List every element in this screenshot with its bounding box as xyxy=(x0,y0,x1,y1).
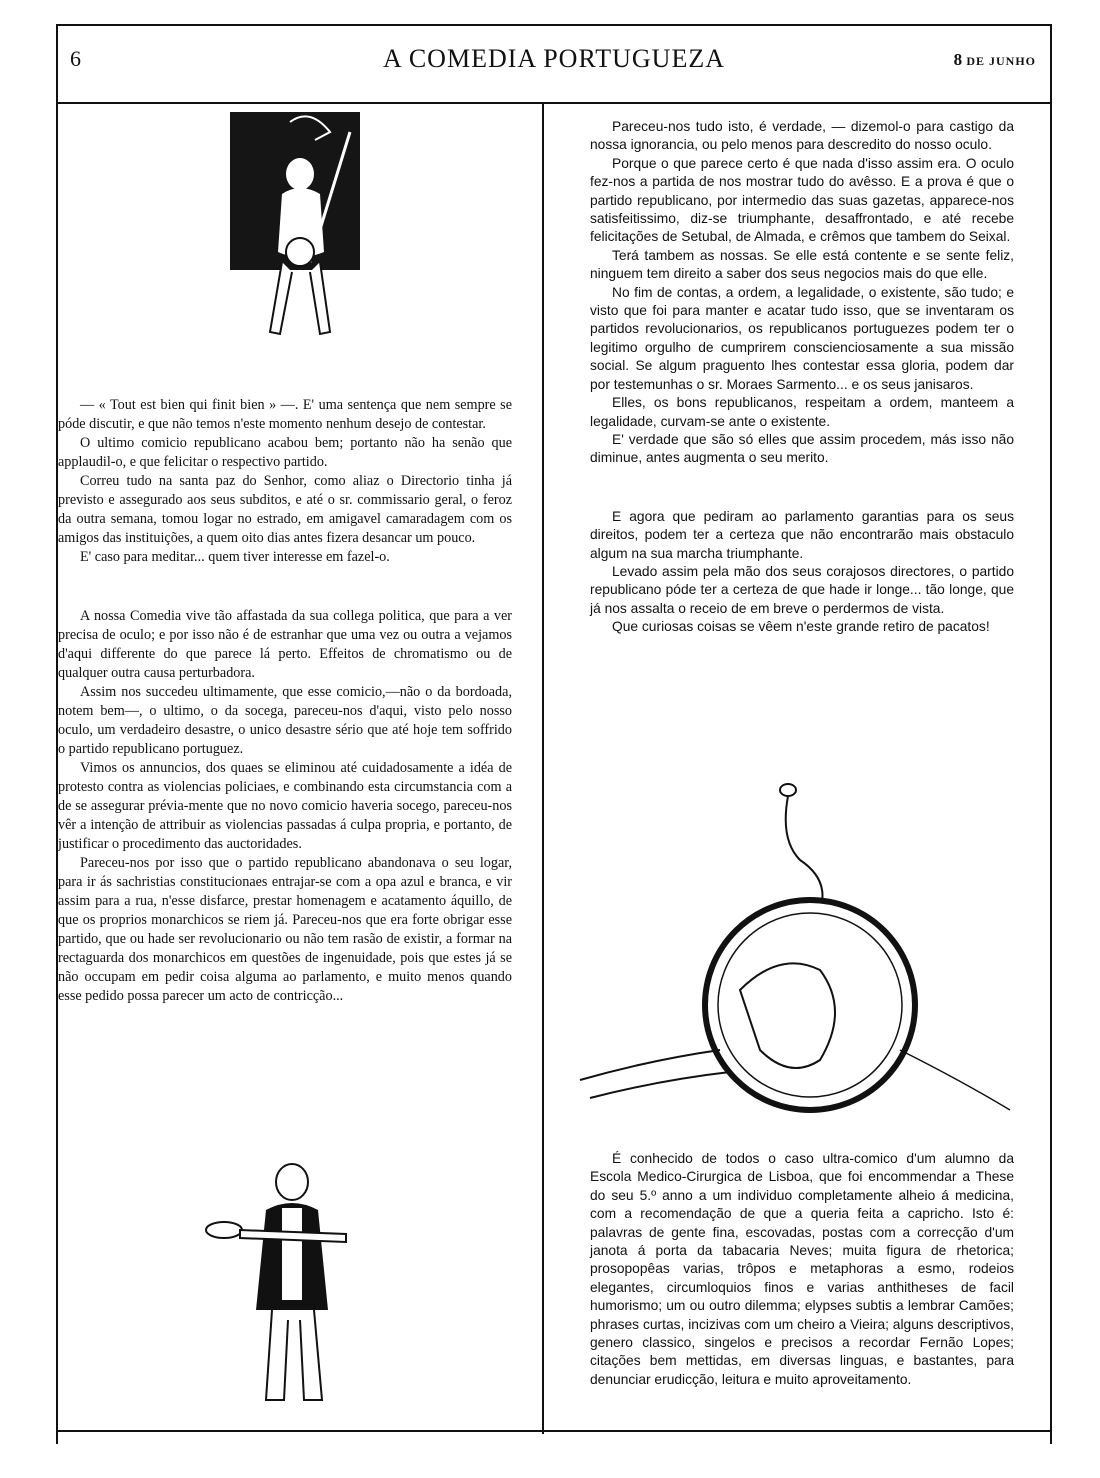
paragraph: — « Tout est bien qui finit bien » —. E' uma sentença que nem sempre se póde discutir, e que não temos n'este momento nenhum desejo de contestar. xyxy=(58,397,512,432)
bottom-rule xyxy=(56,1430,1052,1432)
issue-date xyxy=(954,50,1036,70)
illustration-lens-figure xyxy=(570,780,1020,1130)
paragraph: É conhecido de todos o caso ultra-comico d'um alumno da Escola Medico-Cirurgica de Lisboa, que foi encommendar a These do seu 5.º anno a um individuo completamente alheio á medicina, com a recomendação de que a queria feita a capricho. Isto é: palavras de gente fina, escovadas, postas com a correcção d'um janota á porta da tabacaria Neves; muita figura de rhetorica; prosopopêas varias, trôpos e metaphoras a esmo, rodeios elegantes, circumloquios finos e varias anthitheses de facil humorismo; um ou outro dilemma; elypses subtis a lembrar Camões; phrases curtas, incizivas com um cheiro a Vieira; alguns descriptivos, genero classico, singelos e precisos a recordar Fernão Lopes; citações bem mettidas, em diversas linguas, e bastantes, para denunciar erudicção, leitura e muito aproveitamento. xyxy=(590,1151,1014,1387)
left-column-upper xyxy=(58,396,512,1006)
illustration-guitarist xyxy=(230,112,380,352)
paragraph: Pareceu-nos por isso que o partido republicano abandonava o seu logar, para ir ás sachristias constitucionaes entrajar-se com a opa azul e branca, e vir assim para a rua, n'esse disfarce, prestar homenagem e acatamento áquillo, de que os proprios monarchicos se riem já. Pareceu-nos que era forte obrigar esse partido, que ou hade ser revolucionario ou não tem rasão de existir, a formar na rectaguarda dos monarchicos em questões de ingenuidade, pois que estes já se não occupam em pedir coisa alguma ao parlamento, e muito menos quando esse pedido possa parecer um acto de contricção... xyxy=(58,855,512,1004)
paragraph: Elles, os bons republicanos, respeitam a ordem, manteem a legalidade, curvam-se ante o existente. xyxy=(590,395,1014,429)
paragraph: Pareceu-nos tudo isto, é verdade, — dizemol-o para castigo da nossa ignorancia, ou pelo menos para descredito do nosso oculo. xyxy=(590,119,1014,153)
page-header xyxy=(58,26,1050,104)
right-column-lower xyxy=(590,1150,1014,1389)
paragraph: E' verdade que são só elles que assim procedem, más isso não diminue, antes augmenta o seu merito. xyxy=(590,431,1014,466)
paragraph: E agora que pediram ao parlamento garantias para os seus direitos, podem ter a certeza que não encontrarão mais obstaculo algum na sua marcha triumphante. xyxy=(590,508,1014,561)
column-divider xyxy=(542,102,544,1434)
paragraph: E' caso para meditar... quem tiver interesse em fazel-o. xyxy=(80,549,390,565)
right-column-upper xyxy=(590,118,1014,637)
paragraph: No fim de contas, a ordem, a legalidade, o existente, são tudo; e visto que foi para manter e acatar tudo isso, que se inventaram os partidos revolucionarios, os republicanos portuguezes podem ter o legitimo orgulho de cumprirem conscienciosamente a sua missão social. Se algum praguento lhes contestar essa gloria, podem dar por testemunhas o sr. Moraes Sarmento... e os seus janisaros. xyxy=(590,284,1014,392)
paragraph: Levado assim pela mão dos seus corajosos directores, o partido republicano póde ter a certeza de que hade ir longe... tão longe, que já nos assalta o receio de em breve o perdermos de vista. xyxy=(590,563,1014,616)
page-number: 6 xyxy=(70,46,81,71)
date-month: DE JUNHO xyxy=(966,54,1036,68)
illustration-man-with-key xyxy=(196,1160,376,1410)
journal-title: A COMEDIA PORTUGUEZA xyxy=(382,44,725,73)
paragraph: O ultimo comicio republicano acabou bem; portanto não ha senão que applaudil-o, e que felicitar o respectivo partido. xyxy=(58,435,512,470)
paragraph: Que curiosas coisas se vêem n'este grande retiro de pacatos! xyxy=(612,619,990,635)
paragraph: Vimos os annuncios, dos quaes se eliminou até cuidadosamente a idéa de protesto contra as violencias policiaes, e combinando esta circumstancia com a de se assegurar prévia-mente que no novo comicio haveria socego, pareceu-nos vêr a intenção de attribuir as violencias passadas á culpa propria, e portanto, de justificar o procedimento das auctoridades. xyxy=(58,760,512,852)
paragraph: Porque o que parece certo é que nada d'isso assim era. O oculo fez-nos a partida de nos mostrar tudo do avêsso. E a prova é que o partido republicano, por intermedio das suas gazetas, apparece-nos satisfeitissimo, diz-se triumphante, desaffrontado, e até recebe felicitações de Setubal, de Almada, e crêmos que tambem do Seixal. xyxy=(590,155,1014,245)
paragraph: A nossa Comedia vive tão affastada da sua collega politica, que para a ver precisa de oculo; e por isso não é de estranhar que uma vez ou outra a vejamos d'aqui differente do que parece lá perto. Effeitos de chromatismo ou de qualquer outra causa perturbadora. xyxy=(58,608,512,681)
paragraph: Assim nos succedeu ultimamente, que esse comicio,—não o da bordoada, notem bem—, o ultimo, o da socega, pareceu-nos d'aqui, visto pelo nosso oculo, um verdadeiro desastre, o unico desastre sério que até hoje tem soffrido o partido republicano portuguez. xyxy=(58,684,512,757)
date-day: 8 xyxy=(953,50,963,69)
paragraph: Correu tudo na santa paz do Senhor, como aliaz o Directorio tinha já previsto e assegurado aos seus subditos, e até o sr. commissario geral, o feroz da outra semana, tomou logar no estrado, em amigavel camaradagem com os amigos das instituições, a quem oito dias antes fizera desancar um pouco. xyxy=(58,473,512,546)
paragraph: Terá tambem as nossas. Se elle está contente e se sente feliz, ninguem tem direito a saber dos seus negocios mais do que elle. xyxy=(590,247,1014,282)
